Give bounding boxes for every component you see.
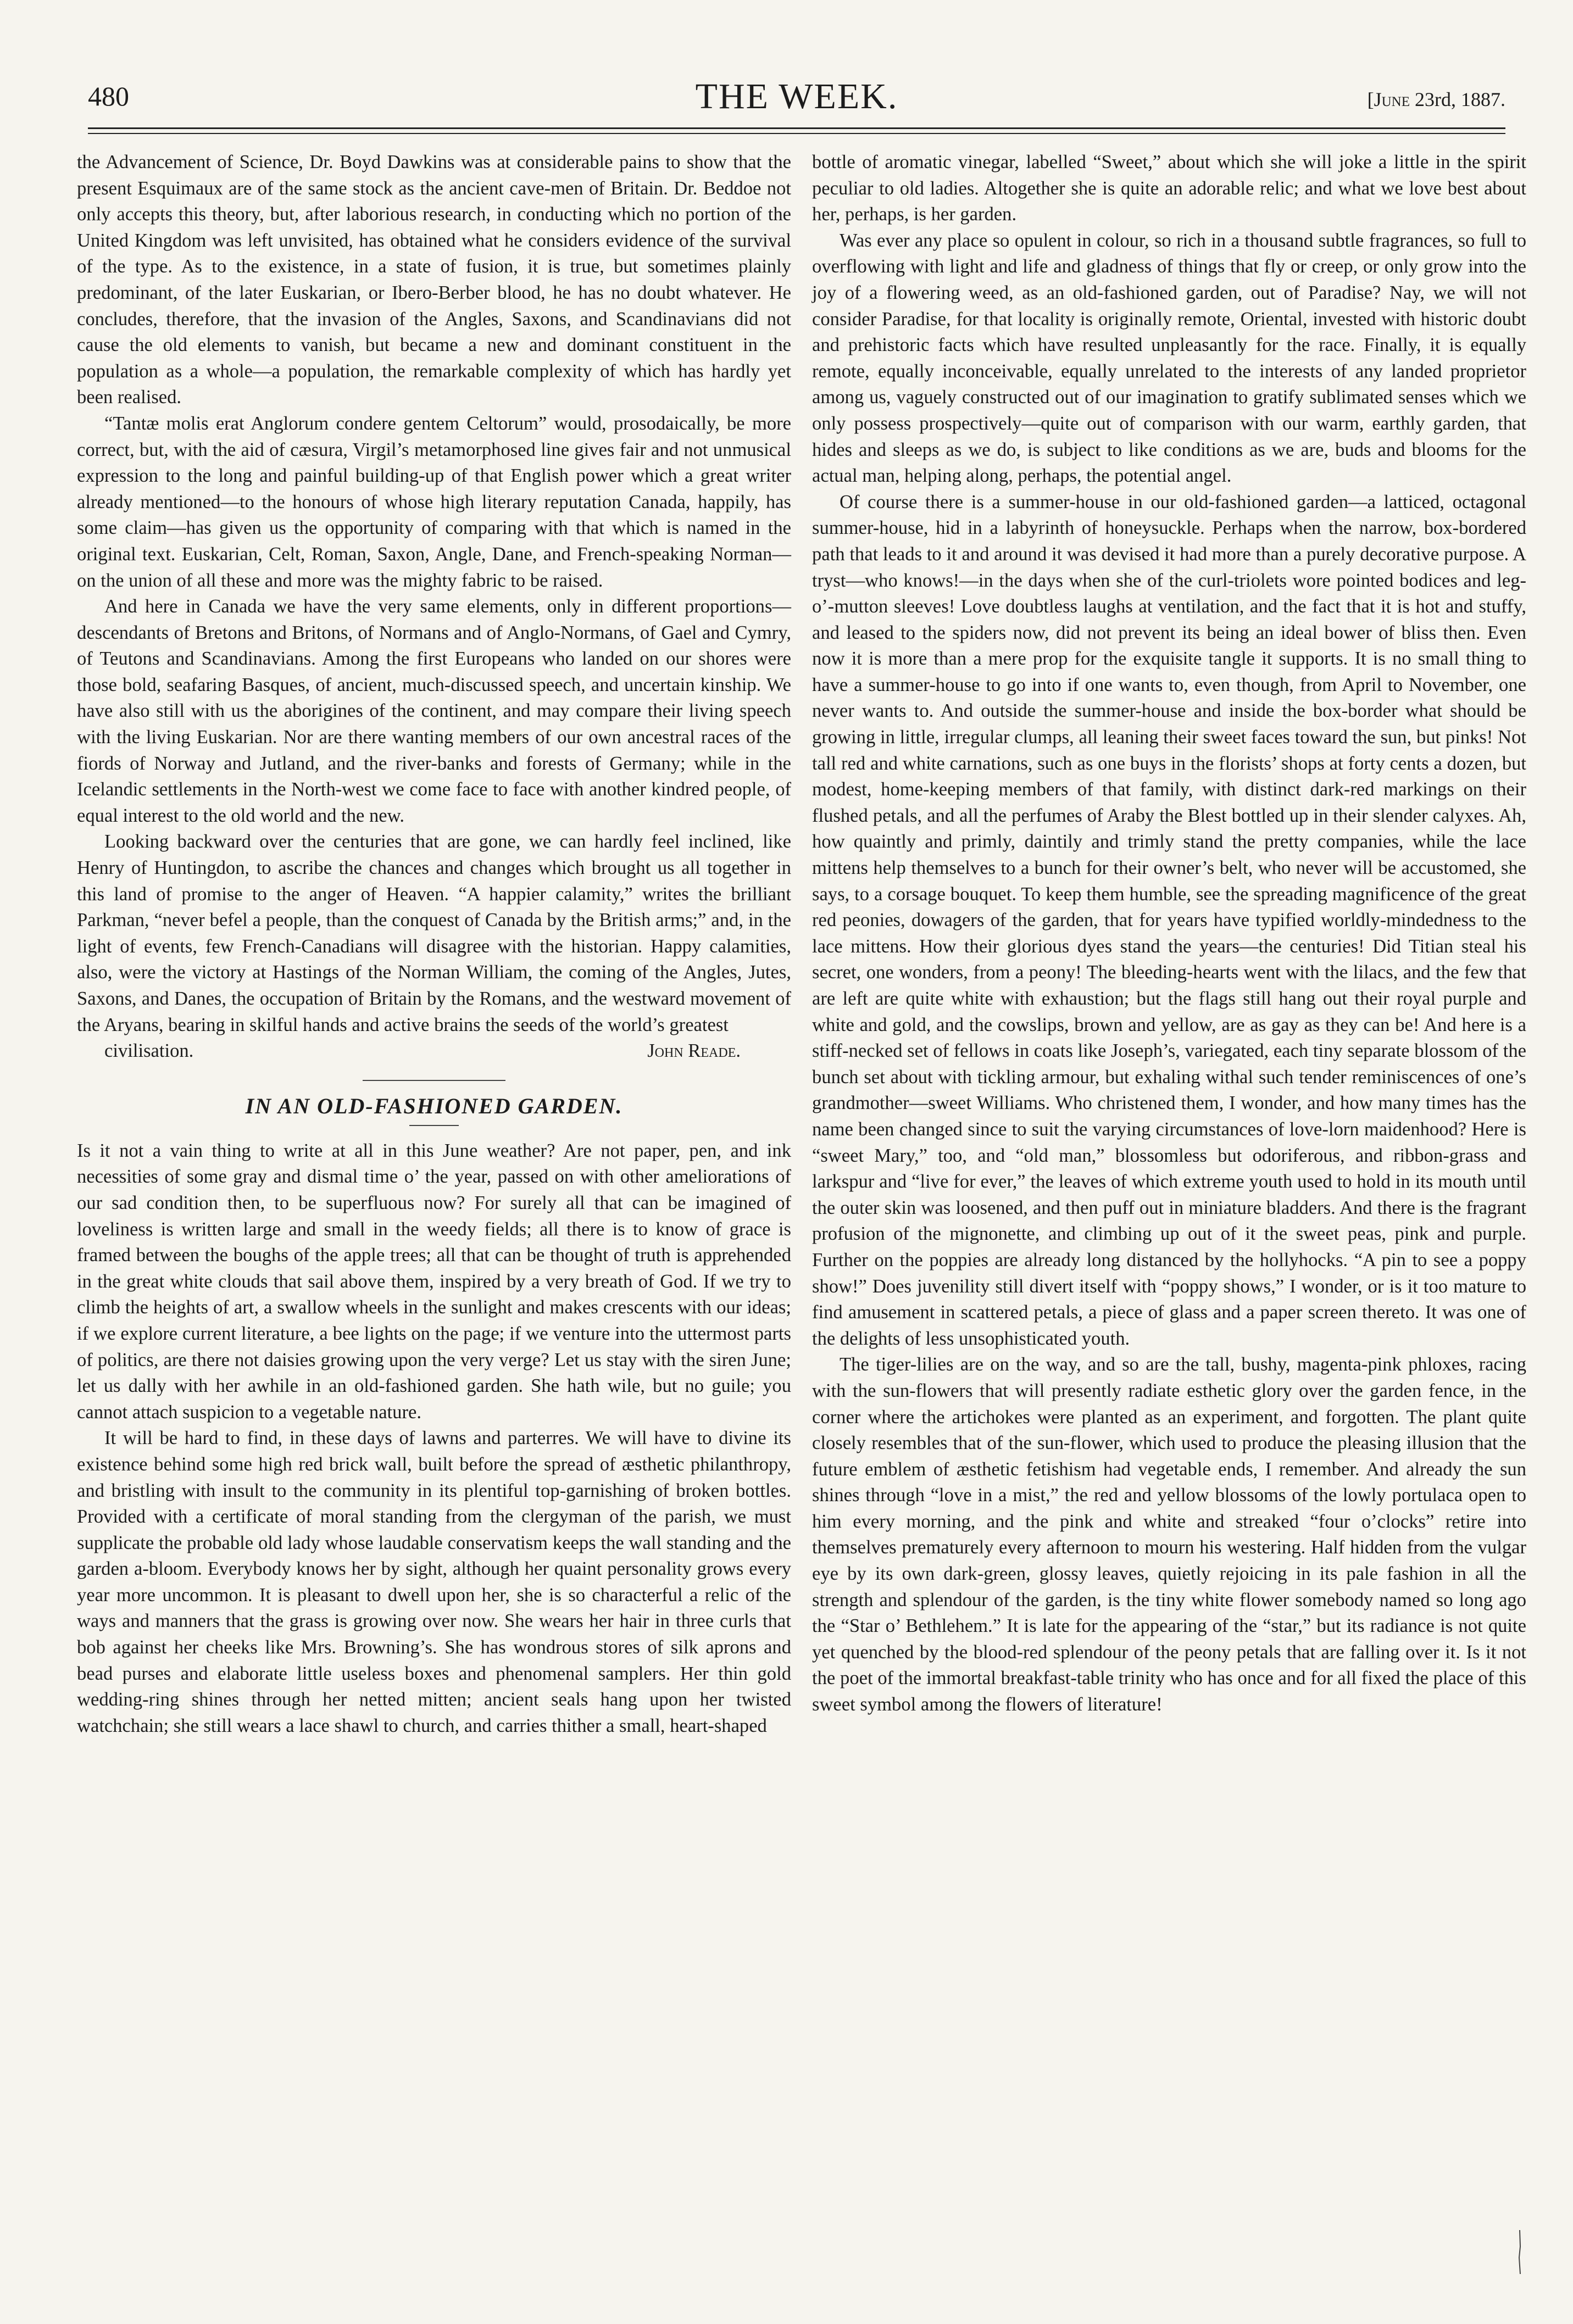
section-title: IN AN OLD-FASHIONED GARDEN. [245, 1093, 623, 1118]
masthead-title: THE WEEK. [695, 76, 898, 116]
title-rule [409, 1125, 459, 1126]
page-header [88, 76, 1505, 120]
article-paragraph: the Advancement of Science, Dr. Boyd Dawkins was at considerable pains to show that the present Esquimaux are of the same stock as the ancient cave-men of Britain. Dr. Beddoe not only accepts this theory, but, after laborious research, in conducting which no portion of the United Kingdom was left unvisited, has obtained what he considers evidence of the survival of the type. As to the existence, in a state of fusion, it is true, but sometimes plainly predominant, of the later Euskarian, or Ibero-Berber blood, he has no doubt whatever. He concludes, therefore, that the invasion of the Angles, Saxons, and Scandinavians did not cause the old elements to vanish, but became a new and dominant constituent in the population as a whole—a population, the remarkable complexity of which has hardly yet been realised. [77, 152, 791, 408]
date-rest: 23rd, 1887. [1410, 88, 1505, 110]
signature-line-text: civilisation. [104, 1040, 194, 1062]
header-rule-thick [88, 127, 1505, 129]
article-paragraph: Was ever any place so opulent in colour, so rich in a thousand subtle fragrances, so full to overflowing with light and life and gladness of things that fly or creep, or only grow into the joy of a flowering weed, as an old-fashioned garden, out of Paradise? Nay, we will not consider Paradise, for that locality is originally remote, Oriental, invested with historic doubt and prehistoric facts which have resulted unpleasantly for the race. Finally, it is equally remote, equally inconceivable, equally unrelated to the interests of any landed proprietor among us, vaguely constructed out of our imagination to gratify sublimated senses which we only possess prospectively—quite out of comparison with our warm, earthly garden, that hides and sleeps as we do, is subject to like conditions as we are, buds and blooms for the actual man, helping along, perhaps, the potential angel. [812, 230, 1526, 487]
article-paragraph: And here in Canada we have the very same elements, only in different proportions—descendants of Bretons and Britons, of Normans and of Anglo-Normans, of Gael and Cymry, of Teutons and Scandinavians. Among the first Europeans who landed on our shores were those bold, seafaring Basques, of ancient, much-discussed speech, and uncertain kinship. We have also still with us the aborigines of the continent, and may compare their living speech with the living Euskarian. Nor are there wanting members of our own ancestral races of the fiords of Norway and Jutland, and the river-banks and forests of Germany; while in the Icelandic settlements in the North-west we come face to face with another kindred people, of equal interest to the old world and the new. [77, 596, 791, 826]
article-paragraph: The tiger-lilies are on the way, and so are the tall, bushy, magenta-pink phloxes, racing with the sun-flowers that will presently radiate esthetic glory over the garden fence, in the corner where the artichokes were planted as an experiment, and forgotten. The plant quite closely resembles that of the sun-flower, which used to produce the pleasing illusion that the future emblem of æsthetic fetishism had vegetable ends, I remember. And already the sun shines through “love in a mist,” the red and yellow blossoms of the lowly portulaca open to him every morning, and the pink and white and streaked “four o’clocks” retire into themselves prematurely every afternoon to mourn his westering. Half hidden from the vulgar eye by its own dark-green, glossy leaves, quietly rejoicing in its pale fashion in all the strength and splendour of the garden, is the tiny white flower somebody named so long ago the “Star o’ Bethlehem.” It is late for the appearing of the “star,” but its radiance is not quite yet quenched by the blood-red splendour of the peony petals that are falling over it. Is it not the poet of the immortal breakfast-table trinity who has once and for all fixed the place of this sweet symbol among the flowers of literature! [812, 1354, 1526, 1715]
article-paragraph: Is it not a vain thing to write at all in this June weather? Are not paper, pen, and ink necessities of some gray and dismal time o’ the year, passed on with other ameliorations of our sad condition then, to be superfluous now? For surely all that can be imagined of loveliness is written large and small in the weedy fields; all there is to know of grace is framed between the boughs of the apple trees; all that can be thought of truth is apprehended in the great white clouds that sail above them, inspired by a very breath of God. If we try to climb the heights of art, a swallow wheels in the sunlight and makes crescents with our ideas; if we explore current literature, a bee lights on the page; if we venture into the uttermost parts of politics, are there not daisies growing upon the very verge? Let us stay with the siren June; let us dally with her awhile in an old-fashioned garden. She hath wile, but no guile; you cannot attach suspicion to a vegetable nature. [77, 1140, 791, 1423]
article-author: John Reade. [647, 1040, 741, 1062]
article-paragraph: It will be hard to find, in these days of lawns and parterres. We will have to divine its existence behind some high red brick wall, built before the spread of æsthetic philanthropy, and bristling with insult to the community in its plentiful top-garnishing of broken bottles. Provided with a certificate of moral standing from the clergyman of the parish, we must supplicate the probable old lady whose laudable conservatism keeps the wall standing and the garden a-bloom. Everybody knows her by sight, although her quaint personality grows every year more uncommon. It is pleasant to dwell upon her, she is so characterful a relic of the ways and manners that the grass is growing over now. She wears her hair in three curls that bob against her cheeks like Mrs. Browning’s. She has wondrous stores of silk aprons and bead purses and elaborate little useless boxes and phenomenal samplers. Her thin gold wedding-ring shines through her netted mitten; ancient seals hang upon her twisted watchchain; she still wears a lace shawl to church, and carries thither a small, heart-shaped [77, 1428, 791, 1736]
page-scuff-mark [1516, 2230, 1523, 2274]
issue-date [1368, 88, 1505, 111]
page-number: 480 [88, 81, 129, 112]
left-column [77, 149, 791, 1739]
article-paragraph: bottle of aromatic vinegar, labelled “Sweet,” about which she will joke a little in the spirit peculiar to old ladies. Altogether she is quite an adorable relic; and what we love best about her, perhaps, is her garden. [812, 152, 1526, 225]
article-separator [363, 1080, 505, 1081]
date-month: June [1374, 88, 1410, 110]
article-paragraph: Looking backward over the centuries that are gone, we can hardly feel inclined, like Henry of Huntingdon, to ascribe the chances and changes which brought us all together in this land of promise to the anger of Heaven. “A happier calamity,” writes the brilliant Parkman, “never befel a people, than the conquest of Canada by the British arms;” and, in the light of events, few French-Canadians will disagree with the historian. Happy calamities, also, were the victory at Hastings of the Norman William, the coming of the Angles, Jutes, Saxons, and Danes, the occupation of Britain by the Romans, and the westward movement of the Aryans, bearing in skilful hands and active brains the seeds of the world’s greatest [77, 831, 791, 1035]
date-bracket: [ [1367, 88, 1374, 110]
header-rule-thin [88, 133, 1505, 134]
right-column [812, 149, 1526, 1718]
signature-line [77, 1038, 791, 1065]
article-paragraph: “Tantæ molis erat Anglorum condere gentem Celtorum” would, prosodaically, be more correct, but, with the aid of cæsura, Virgil’s metamorphosed line gives fair and not unmusical expression to the long and painful building-up of that English power which a great writer already mentioned—to the honours of whose high literary reputation Canada, happily, has some claim—has given us the opportunity of comparing with that which is named in the original text. Euskarian, Celt, Roman, Saxon, Angle, Dane, and French-speaking Norman—on the union of all these and more was the mighty fabric to be raised. [77, 413, 791, 591]
article-paragraph: Of course there is a summer-house in our old-fashioned garden—a latticed, octagonal summer-house, hid in a labyrinth of honeysuckle. Perhaps when the narrow, box-bordered path that leads to it and around it was devised it had more than a purely decorative purpose. A tryst—who knows!—in the days when she of the curl-triolets wore pointed bodices and leg-o’-mutton sleeves! Love doubtless laughs at ventilation, and the fact that it is hot and stuffy, and leased to the spiders now, did not prevent its being an ideal bower of bliss then. Even now it is more than a mere prop for the exquisite tangle it supports. It is no small thing to have a summer-house to go into if one wants to, even though, from April to November, one never wants to. And outside the summer-house and inside the box-border what should be growing in little, irregular clumps, all leaning their sweet faces toward the sun, but pinks! Not tall red and white carnations, such as one buys in the florists’ shops at forty cents a dozen, but modest, home-keeping members of that family, with distinct dark-red markings on their flushed petals, and all the perfumes of Araby the Blest bottled up in their slender calyxes. Ah, how quaintly and primly, daintily and trimly stand the pretty companies, while the lace mittens help themselves to a bunch for their owner’s belt, who never will be accustomed, she says, to a corsage bouquet. To keep them humble, see the spreading magnificence of the great red peonies, dowagers of the garden, that for years have typified worldly-mindedness to the lace mittens. How their glorious dyes stand the years—the centuries! Did Titian steal his secret, one wonders, from a peony! The bleeding-hearts went with the lilacs, and the few that are left are quite white with exhaustion; but the flags still hang out their royal purple and white and gold, and the cowslips, brown and yellow, are as gay as they can be! And here is a stiff-necked set of fellows in coats like Joseph’s, variegated, each tiny separate blossom of the bunch set about with tickling armour, but exhaling withal such tender reminiscences of one’s grandmother—sweet Williams. Who christened them, I wonder, and how many times has the name been changed since to suit the varying circumstances of love-lorn maidenhood? Here is “sweet Mary,” too, and “old man,” blossomless but odoriferous, and ribbon-grass and larkspur and “live for ever,” the leaves of which extreme youth used to hold in its mouth until the outer skin was loosened, and then puff out in miniature bladders. And there is the fragrant profusion of the mignonette, and climbing up out of it the sweet peas, pink and purple. Further on the poppies are already long distanced by the hollyhocks. “A pin to see a poppy show!” Does juvenility still divert itself with “poppy shows,” I wonder, or is it too mature to find amusement in scattered petals, a piece of glass and a paper screen thereto. It was one of the delights of less unsophisticated youth. [812, 491, 1526, 1349]
